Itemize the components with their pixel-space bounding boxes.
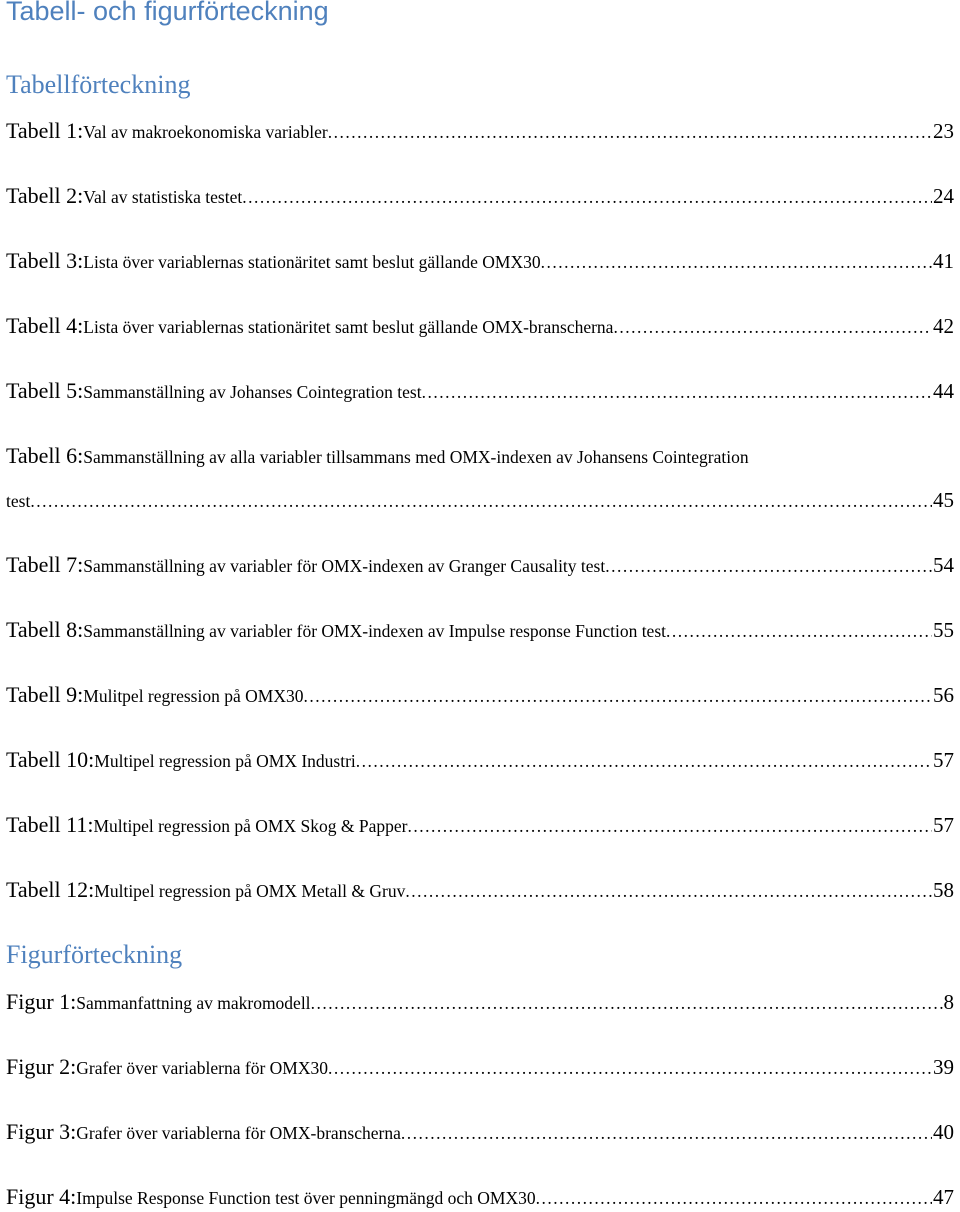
entry-page: 40 bbox=[933, 1120, 954, 1144]
entry-text-continued: test bbox=[6, 491, 31, 511]
toc-entry-table-9[interactable] bbox=[6, 681, 954, 710]
toc-entry-figure-1[interactable] bbox=[6, 988, 954, 1017]
entry-label: Figur 4: bbox=[6, 1184, 77, 1209]
toc-entry-table-4[interactable] bbox=[6, 312, 954, 341]
toc-entry-table-12[interactable] bbox=[6, 876, 954, 905]
entry-text: Multipel regression på OMX Metall & Gruv bbox=[94, 881, 406, 901]
entry-text: Multipel regression på OMX Skog & Papper bbox=[93, 816, 408, 836]
toc-entry-table-10[interactable] bbox=[6, 746, 954, 775]
dot-leader bbox=[536, 1184, 932, 1212]
entry-label: Tabell 4: bbox=[6, 313, 84, 338]
dot-leader bbox=[422, 378, 932, 406]
entry-label: Tabell 8: bbox=[6, 617, 84, 642]
entry-page: 57 bbox=[933, 748, 954, 772]
entry-page: 44 bbox=[933, 379, 954, 403]
entry-text: Lista över variablernas stationäritet samt beslut gällande OMX-branscherna bbox=[83, 317, 614, 337]
toc-entry-table-2[interactable] bbox=[6, 182, 954, 211]
entry-text: Grafer över variablerna för OMX-branscherna bbox=[76, 1123, 401, 1143]
entry-label: Tabell 1: bbox=[6, 118, 84, 143]
entry-label: Tabell 5: bbox=[6, 378, 84, 403]
toc-entry-table-6-continued[interactable] bbox=[6, 486, 954, 515]
dot-leader bbox=[613, 313, 932, 341]
entry-page: 56 bbox=[933, 683, 954, 707]
entry-label: Tabell 6: bbox=[6, 443, 84, 468]
entry-label: Tabell 3: bbox=[6, 248, 84, 273]
entry-label: Figur 3: bbox=[6, 1119, 77, 1144]
toc-entry-table-11[interactable] bbox=[6, 811, 954, 840]
entry-text: Lista över variablernas stationäritet samt beslut gällande OMX30 bbox=[83, 252, 541, 272]
toc-entry-table-8[interactable] bbox=[6, 616, 954, 645]
toc-entry-figure-2[interactable] bbox=[6, 1053, 954, 1082]
entry-page: 23 bbox=[933, 119, 954, 143]
page-title: Tabell- och figurförteckning bbox=[6, 0, 329, 26]
toc-entry-table-5[interactable] bbox=[6, 377, 954, 406]
dot-leader bbox=[405, 877, 932, 905]
entry-page: 24 bbox=[933, 184, 954, 208]
dot-leader bbox=[541, 248, 932, 276]
entry-page: 54 bbox=[933, 553, 954, 577]
toc-entry-figure-4[interactable] bbox=[6, 1183, 954, 1212]
entry-text: Sammanställning av alla variabler tillsammans med OMX-indexen av Johansens Cointegration bbox=[83, 447, 749, 467]
dot-leader bbox=[605, 552, 932, 580]
entry-page: 57 bbox=[933, 813, 954, 837]
entry-text: Val av statistiska testet bbox=[83, 187, 243, 207]
toc-entry-table-3[interactable] bbox=[6, 247, 954, 276]
entry-text: Val av makroekonomiska variabler bbox=[83, 122, 328, 142]
entry-page: 8 bbox=[943, 990, 954, 1014]
entry-text: Sammanställning av variabler för OMX-indexen av Impulse response Function test bbox=[83, 621, 666, 641]
entry-page: 47 bbox=[933, 1185, 954, 1209]
entry-label: Tabell 10: bbox=[6, 747, 95, 772]
dot-leader bbox=[30, 487, 932, 515]
entry-text: Sammanfattning av makromodell bbox=[76, 993, 311, 1013]
entry-text: Multipel regression på OMX Industri bbox=[94, 751, 356, 771]
tables-heading: Tabellförteckning bbox=[6, 70, 191, 99]
dot-leader bbox=[328, 118, 932, 146]
entry-page: 55 bbox=[933, 618, 954, 642]
dot-leader bbox=[311, 989, 943, 1017]
dot-leader bbox=[303, 682, 932, 710]
entry-text: Impulse Response Function test över penningmängd och OMX30 bbox=[76, 1188, 536, 1208]
figures-heading: Figurförteckning bbox=[6, 940, 183, 969]
entry-label: Tabell 12: bbox=[6, 877, 95, 902]
entry-label: Tabell 2: bbox=[6, 183, 84, 208]
dot-leader bbox=[666, 617, 932, 645]
dot-leader bbox=[356, 747, 932, 775]
dot-leader bbox=[401, 1119, 932, 1147]
entry-text: Grafer över variablerna för OMX30 bbox=[76, 1058, 328, 1078]
entry-page: 58 bbox=[933, 878, 954, 902]
dot-leader bbox=[407, 812, 932, 840]
toc-entry-figure-3[interactable] bbox=[6, 1118, 954, 1147]
toc-entry-table-6[interactable] bbox=[6, 442, 954, 471]
entry-page: 45 bbox=[933, 488, 954, 512]
entry-label: Tabell 11: bbox=[6, 812, 94, 837]
entry-label: Figur 2: bbox=[6, 1054, 77, 1079]
dot-leader bbox=[328, 1054, 932, 1082]
entry-page: 42 bbox=[933, 314, 954, 338]
entry-text: Sammanställning av Johanses Cointegration test bbox=[83, 382, 422, 402]
entry-label: Tabell 7: bbox=[6, 552, 84, 577]
entry-text: Mulitpel regression på OMX30 bbox=[83, 686, 304, 706]
entry-label: Figur 1: bbox=[6, 989, 77, 1014]
toc-entry-table-1[interactable] bbox=[6, 117, 954, 146]
toc-entry-table-7[interactable] bbox=[6, 551, 954, 580]
entry-label: Tabell 9: bbox=[6, 682, 84, 707]
dot-leader bbox=[242, 183, 932, 211]
entry-text: Sammanställning av variabler för OMX-indexen av Granger Causality test bbox=[83, 556, 606, 576]
entry-page: 39 bbox=[933, 1055, 954, 1079]
entry-page: 41 bbox=[933, 249, 954, 273]
